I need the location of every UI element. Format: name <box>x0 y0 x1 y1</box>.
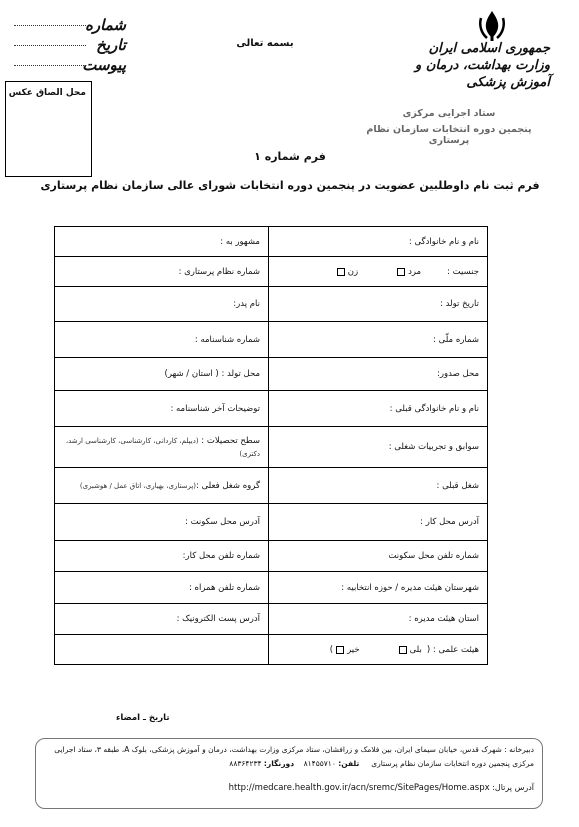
table-row <box>55 427 487 468</box>
gender-female-checkbox[interactable] <box>337 268 345 276</box>
education-field[interactable] <box>55 427 269 467</box>
nickname-field[interactable]: مشهور به : <box>55 227 269 256</box>
constituency-field[interactable]: شهرستان هیئت مدیره / حوزه انتخابیه : <box>341 582 479 593</box>
national-code-field[interactable]: شماره ملّی : <box>433 334 479 345</box>
footer-address <box>42 743 534 771</box>
previous-job-field[interactable]: شغل قبلی : <box>436 480 479 491</box>
gender-label: جنسیت : <box>447 266 479 277</box>
job-group-label: گروه شغل فعلی : <box>196 480 260 491</box>
portal-link[interactable]: http://medcare.health.gov.ir/acn/sremc/SitePages/Home.aspx <box>228 783 490 793</box>
fax-label: دورنگار: <box>263 759 295 768</box>
faculty-label: هیئت علمی : ( <box>426 644 479 655</box>
number-label: شماره <box>85 16 126 34</box>
election-name: پنجمین دوره انتخابات سازمان نظام پرستاری <box>366 124 532 146</box>
job-group-field[interactable] <box>55 468 269 503</box>
meta-number <box>14 16 126 34</box>
org-name: ستاد اجرایی مرکزی <box>402 108 496 119</box>
portal-label: آدرس پرتال: <box>492 783 534 792</box>
iran-emblem-icon <box>474 8 510 44</box>
id-notes-field[interactable]: توضیحات آخر شناسنامه : <box>55 391 269 426</box>
phone-value: ۸۱۴۵۵۷۱۰ <box>303 759 336 768</box>
faculty-yes-checkbox[interactable] <box>399 646 407 654</box>
experience-field[interactable]: سوابق و تجربیات شغلی : <box>388 442 479 452</box>
date-blank <box>14 45 86 46</box>
footer-box <box>35 738 543 809</box>
ministry-name <box>400 40 550 91</box>
faculty-field <box>269 635 487 664</box>
table-row <box>55 572 487 604</box>
meta-attachment <box>14 56 126 74</box>
mobile-field[interactable]: شماره تلفن همراه : <box>55 572 269 603</box>
gender-field <box>269 257 487 286</box>
birth-place-field[interactable]: محل تولد : ( استان / شهر) <box>55 358 269 390</box>
previous-name-field[interactable]: نام و نام خانوادگی قبلی : <box>389 403 479 414</box>
table-row <box>55 257 487 287</box>
province-field[interactable]: استان هیئت مدیره : <box>408 614 479 624</box>
table-row <box>55 635 487 664</box>
date-label: تاریخ <box>96 36 126 54</box>
home-address-field[interactable]: آدرس محل سکونت : <box>55 504 269 540</box>
table-row <box>55 287 487 322</box>
faculty-close-paren: ) <box>329 644 334 655</box>
attachment-blank <box>14 65 86 66</box>
signature-date: تاریخ ـ امضاء <box>116 713 170 723</box>
ministry-line-2: وزارت بهداشت، درمان و آموزش پزشکی <box>415 58 550 90</box>
fax-value: ۸۸۳۶۴۲۳۴ <box>229 759 262 768</box>
table-row <box>55 604 487 635</box>
table-row <box>55 504 487 541</box>
gender-male-checkbox[interactable] <box>397 268 405 276</box>
id-number-field[interactable]: شماره شناسنامه : <box>55 322 269 357</box>
table-row <box>55 541 487 572</box>
table-row <box>55 468 487 504</box>
attachment-label: پیوست <box>82 56 126 74</box>
table-row <box>55 322 487 358</box>
education-options: (دیپلم، کاردانی، کارشناسی، کارشناسی ارشد، دکتری) <box>65 437 260 458</box>
form-title: فرم ثبت نام داوطلبین عضویت در پنجمین دوره انتخابات شورای عالی سازمان نظام پرستاری <box>40 179 540 192</box>
table-row <box>55 358 487 391</box>
footer-portal <box>42 783 534 793</box>
empty-cell <box>55 635 269 664</box>
job-group-options: (پرستاری، بهیاری، اتاق عمل / هوشبری) <box>79 481 196 490</box>
registration-table <box>54 226 488 665</box>
father-name-field[interactable]: نام پدر: <box>55 287 269 321</box>
birth-date-field[interactable]: تاریخ تولد : <box>440 299 479 309</box>
table-row <box>55 391 487 427</box>
gender-male-label: مرد <box>408 266 422 277</box>
nursing-number-field[interactable]: شماره نظام پرستاری : <box>55 257 269 286</box>
number-blank <box>14 25 86 26</box>
phone-label: تلفن: <box>338 759 360 768</box>
home-phone-field[interactable]: شماره تلفن محل سکونت <box>388 551 479 561</box>
photo-label: محل الصاق عکس <box>8 88 86 98</box>
ministry-line-1: جمهوری اسلامی ایران <box>428 41 550 56</box>
email-field[interactable]: آدرس پست الکترونیک : <box>55 604 269 634</box>
photo-box[interactable] <box>5 81 92 177</box>
work-address-field[interactable]: آدرس محل کار : <box>420 517 479 527</box>
education-label: سطح تحصیلات : <box>198 436 260 446</box>
issue-place-field[interactable]: محل صدور: <box>437 369 479 379</box>
meta-date <box>14 36 126 54</box>
form-number: فرم شماره ۱ <box>254 150 326 163</box>
address-text: دبیرخانه : شهرک قدس، خیابان سیمای ایران، بین فلامک و زرافشان، ستاد مرکزی وزارت بهداشت، درمان و آموزش پزشکی، بلوک A، طبقه ۳، ستاد اجرایی مرکزی پنجمین دوره انتخابات سازمان نظام پرستاری <box>54 745 534 768</box>
faculty-yes-label: بلی <box>409 644 422 655</box>
bismillah: بسمه تعالی <box>236 38 294 49</box>
table-row <box>55 227 487 257</box>
faculty-no-label: خیر <box>347 644 360 655</box>
full-name-field[interactable]: نام و نام خانوادگی : <box>408 236 479 247</box>
work-phone-field[interactable]: شماره تلفن محل کار: <box>55 541 269 571</box>
gender-female-label: زن <box>347 266 359 277</box>
faculty-no-checkbox[interactable] <box>336 646 344 654</box>
